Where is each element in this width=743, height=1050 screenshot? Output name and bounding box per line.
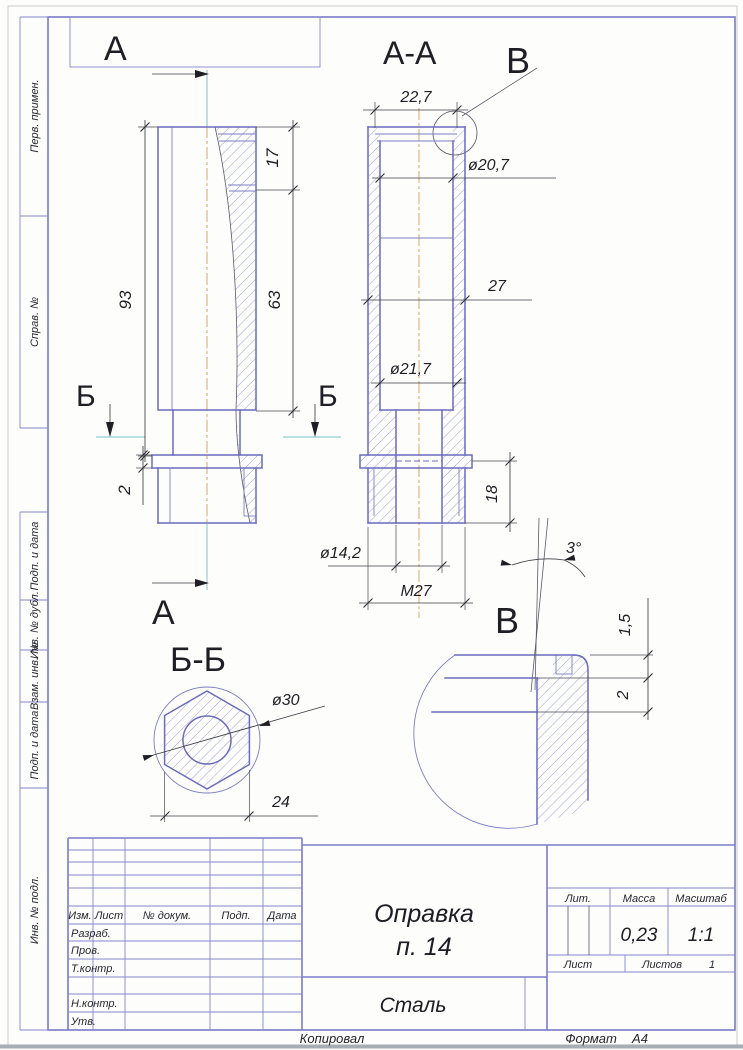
dim-17: 17 (263, 148, 282, 168)
dim-2-groove: 2 (615, 690, 632, 700)
label-bb-title: Б-Б (170, 641, 226, 679)
dim-2-flange: 2 (115, 485, 134, 495)
dim-3deg: 3° (566, 540, 582, 557)
dim-20-7: ø20,7 (468, 157, 509, 174)
label-v-title: В (495, 600, 520, 641)
dim-93: 93 (116, 290, 135, 310)
tb-mass-value: 0,23 (620, 925, 658, 946)
section-aa-dimensions (320, 89, 556, 610)
dim-18: 18 (484, 485, 501, 503)
footer-copied: Копировал (299, 1031, 365, 1046)
section-bb-view (143, 641, 325, 822)
label-b-left: Б (76, 380, 96, 413)
cut-plane-b (76, 380, 341, 437)
dim-22-7: 22,7 (400, 89, 432, 106)
label-a-bottom: А (152, 594, 175, 632)
label-b-right: Б (318, 380, 338, 413)
tb-scale-label: Масштаб (675, 893, 727, 905)
dim-14-2: ø14,2 (320, 545, 361, 562)
tb-mass-label: Масса (622, 893, 656, 905)
section-arrow-a-top (104, 30, 209, 78)
tb-role-prov: Пров. (71, 945, 101, 957)
margin-label-perv-primen: Перв. примен. (29, 79, 41, 153)
tb-sheets-label: Листов (641, 959, 683, 971)
section-arrow-a-bottom (152, 579, 209, 632)
dim-30: ø30 (272, 692, 300, 709)
tb-material: Сталь (379, 994, 447, 1017)
dim-24: 24 (272, 794, 290, 811)
tb-col-dokum: № докум. (142, 910, 192, 922)
tb-col-podp: Подп. (221, 910, 251, 922)
margin-label-sprav-no: Справ. № (29, 297, 41, 347)
tb-role-nkontr: Н.контр. (71, 998, 118, 1010)
tb-doc-name-line1: Оправка (374, 900, 474, 928)
tb-role-tkontr: Т.контр. (71, 963, 116, 975)
dim-21-7: ø21,7 (390, 361, 431, 378)
title-block (68, 838, 735, 1030)
tb-lit-label: Лит. (565, 893, 591, 905)
tb-col-list: Лист (94, 910, 124, 922)
sheet-footer (300, 1031, 648, 1046)
margin-label-inv-podl: Инв. № подл. (29, 875, 41, 945)
margin-label-podp-data-1: Подп. и дата (29, 521, 41, 591)
label-a-top: А (104, 30, 127, 68)
tb-col-izm: Изм. (68, 910, 92, 922)
margin-label-inv-dubl: Инв. № дубл. (29, 591, 41, 659)
tb-sheets-value: 1 (708, 959, 716, 971)
margin-label-vzam-inv: Взам. инв. № (29, 641, 41, 711)
main-view (76, 30, 341, 632)
footer-format-value: А4 (632, 1031, 648, 1046)
label-v-callout: В (506, 40, 531, 81)
dim-27: 27 (488, 278, 506, 295)
tb-scale-value: 1:1 (687, 925, 715, 946)
detail-v-view (414, 518, 653, 828)
detail-v-dimensions (590, 598, 653, 720)
tb-role-razrab: Разраб. (71, 928, 111, 940)
tb-doc-name-line2: п. 14 (396, 933, 452, 961)
tb-col-data: Дата (267, 910, 297, 922)
margin-label-podp-data-2: Подп. и дата (29, 710, 41, 780)
label-aa-title: А-А (383, 35, 437, 71)
section-aa-view (320, 35, 556, 618)
footer-format-label: Формат (565, 1031, 617, 1046)
dim-63: 63 (265, 290, 284, 310)
tb-role-utv: Утв. (71, 1016, 96, 1028)
tb-sheet-label: Лист (563, 959, 593, 971)
dim-1-5: 1,5 (617, 613, 634, 637)
dim-m27: М27 (400, 583, 432, 600)
